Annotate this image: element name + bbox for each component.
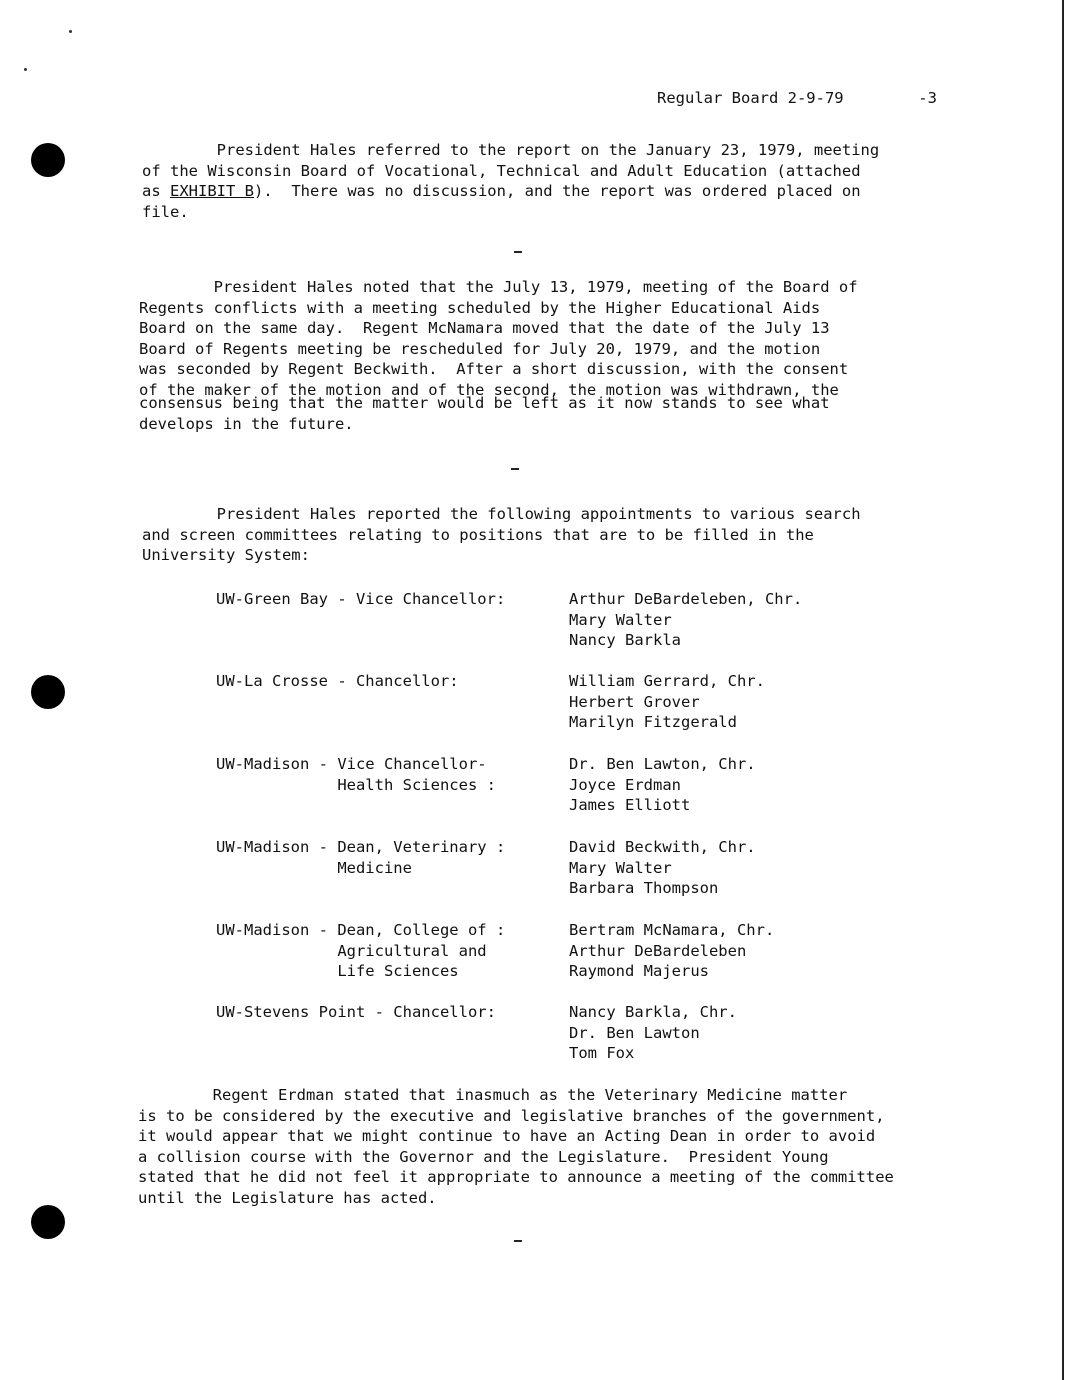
appointment-members: Arthur DeBardeleben, Chr. Mary Walter Nancy Barkla	[569, 590, 803, 649]
appointment-members: David Beckwith, Chr. Mary Walter Barbara Thompson	[569, 838, 756, 897]
text-span: as	[142, 182, 170, 200]
section-separator	[511, 468, 519, 470]
text-line: of the maker of the motion and of the second, the motion was withdrawn, the	[139, 380, 839, 399]
page-number: -3	[918, 89, 937, 107]
appointment-position: UW-Madison - Vice Chancellor- Health Sciences :	[216, 755, 496, 794]
text-line: it would appear that we might continue to have an Acting Dean in order to avoid	[138, 1127, 876, 1145]
section-separator	[514, 1240, 522, 1242]
text-line: a collision course with the Governor and the Legislature. President Young	[138, 1147, 829, 1166]
text-line: Board of Regents meeting be rescheduled for July 20, 1979, and the motion	[139, 339, 821, 358]
header-title: Regular Board 2-9-79	[657, 89, 844, 107]
text-line: was seconded by Regent Beckwith. After a short discussion, with the consent	[139, 360, 849, 378]
section-separator	[514, 251, 522, 253]
text-line: of the Wisconsin Board of Vocational, Technical and Adult Education (attached	[142, 161, 861, 180]
paragraph-exhibit-b	[142, 140, 879, 222]
text-line: President Hales noted that the July 13, 1979, meeting of the Board of	[139, 278, 858, 296]
appointment-position: UW-Green Bay - Vice Chancellor:	[216, 590, 506, 608]
text-line: develops in the future.	[139, 414, 354, 433]
text-line: stated that he did not feel it appropriate to announce a meeting of the committee	[138, 1168, 894, 1186]
text-line: Regent Erdman stated that inasmuch as the Veterinary Medicine matter	[138, 1086, 848, 1104]
paragraph-veterinary-medicine	[138, 1085, 894, 1208]
page-header	[657, 89, 937, 107]
appointment-position: UW-Madison - Dean, College of : Agricultural and Life Sciences	[216, 921, 506, 980]
text-span: ). There was no discussion, and the report was ordered placed on	[254, 182, 861, 200]
exhibit-reference: EXHIBIT B	[170, 182, 254, 200]
paragraph-july-meeting	[139, 277, 858, 434]
appointment-position: UW-Madison - Dean, Veterinary : Medicine	[216, 838, 506, 877]
text-line: President Hales referred to the report on the January 23, 1979, meeting	[142, 141, 880, 159]
text-line: Regents conflicts with a meeting scheduled by the Higher Educational Aids	[139, 298, 821, 317]
appointment-members: Bertram McNamara, Chr. Arthur DeBardeleben Raymond Majerus	[569, 921, 775, 980]
text-line: Board on the same day. Regent McNamara moved that the date of the July 13	[139, 319, 830, 337]
text-line: and screen committees relating to positions that are to be filled in the	[142, 525, 814, 544]
punch-hole-top	[31, 143, 65, 177]
text-line: University System:	[142, 546, 310, 564]
appointment-members: Dr. Ben Lawton, Chr. Joyce Erdman James Elliott	[569, 755, 756, 814]
scan-speck	[69, 30, 72, 33]
text-line: file.	[142, 202, 189, 221]
text-line: until the Legislature has acted.	[138, 1188, 437, 1207]
appointment-members: William Gerrard, Chr. Herbert Grover Marilyn Fitzgerald	[569, 672, 765, 731]
text-line	[142, 181, 879, 202]
text-line: consensus being that the matter would be left as it now stands to see what	[139, 394, 830, 412]
text-line: President Hales reported the following appointments to various search	[142, 505, 861, 523]
punch-hole-bottom	[31, 1205, 65, 1239]
text-line: is to be considered by the executive and legislative branches of the government,	[138, 1106, 885, 1125]
appointment-position: UW-Stevens Point - Chancellor:	[216, 1003, 496, 1021]
appointment-position: UW-La Crosse - Chancellor:	[216, 672, 459, 690]
scan-speck	[24, 68, 27, 71]
page-edge	[1062, 0, 1064, 1380]
punch-hole-middle	[31, 675, 65, 709]
appointment-members: Nancy Barkla, Chr. Dr. Ben Lawton Tom Fox	[569, 1003, 737, 1062]
paragraph-appointments-intro	[142, 504, 861, 566]
